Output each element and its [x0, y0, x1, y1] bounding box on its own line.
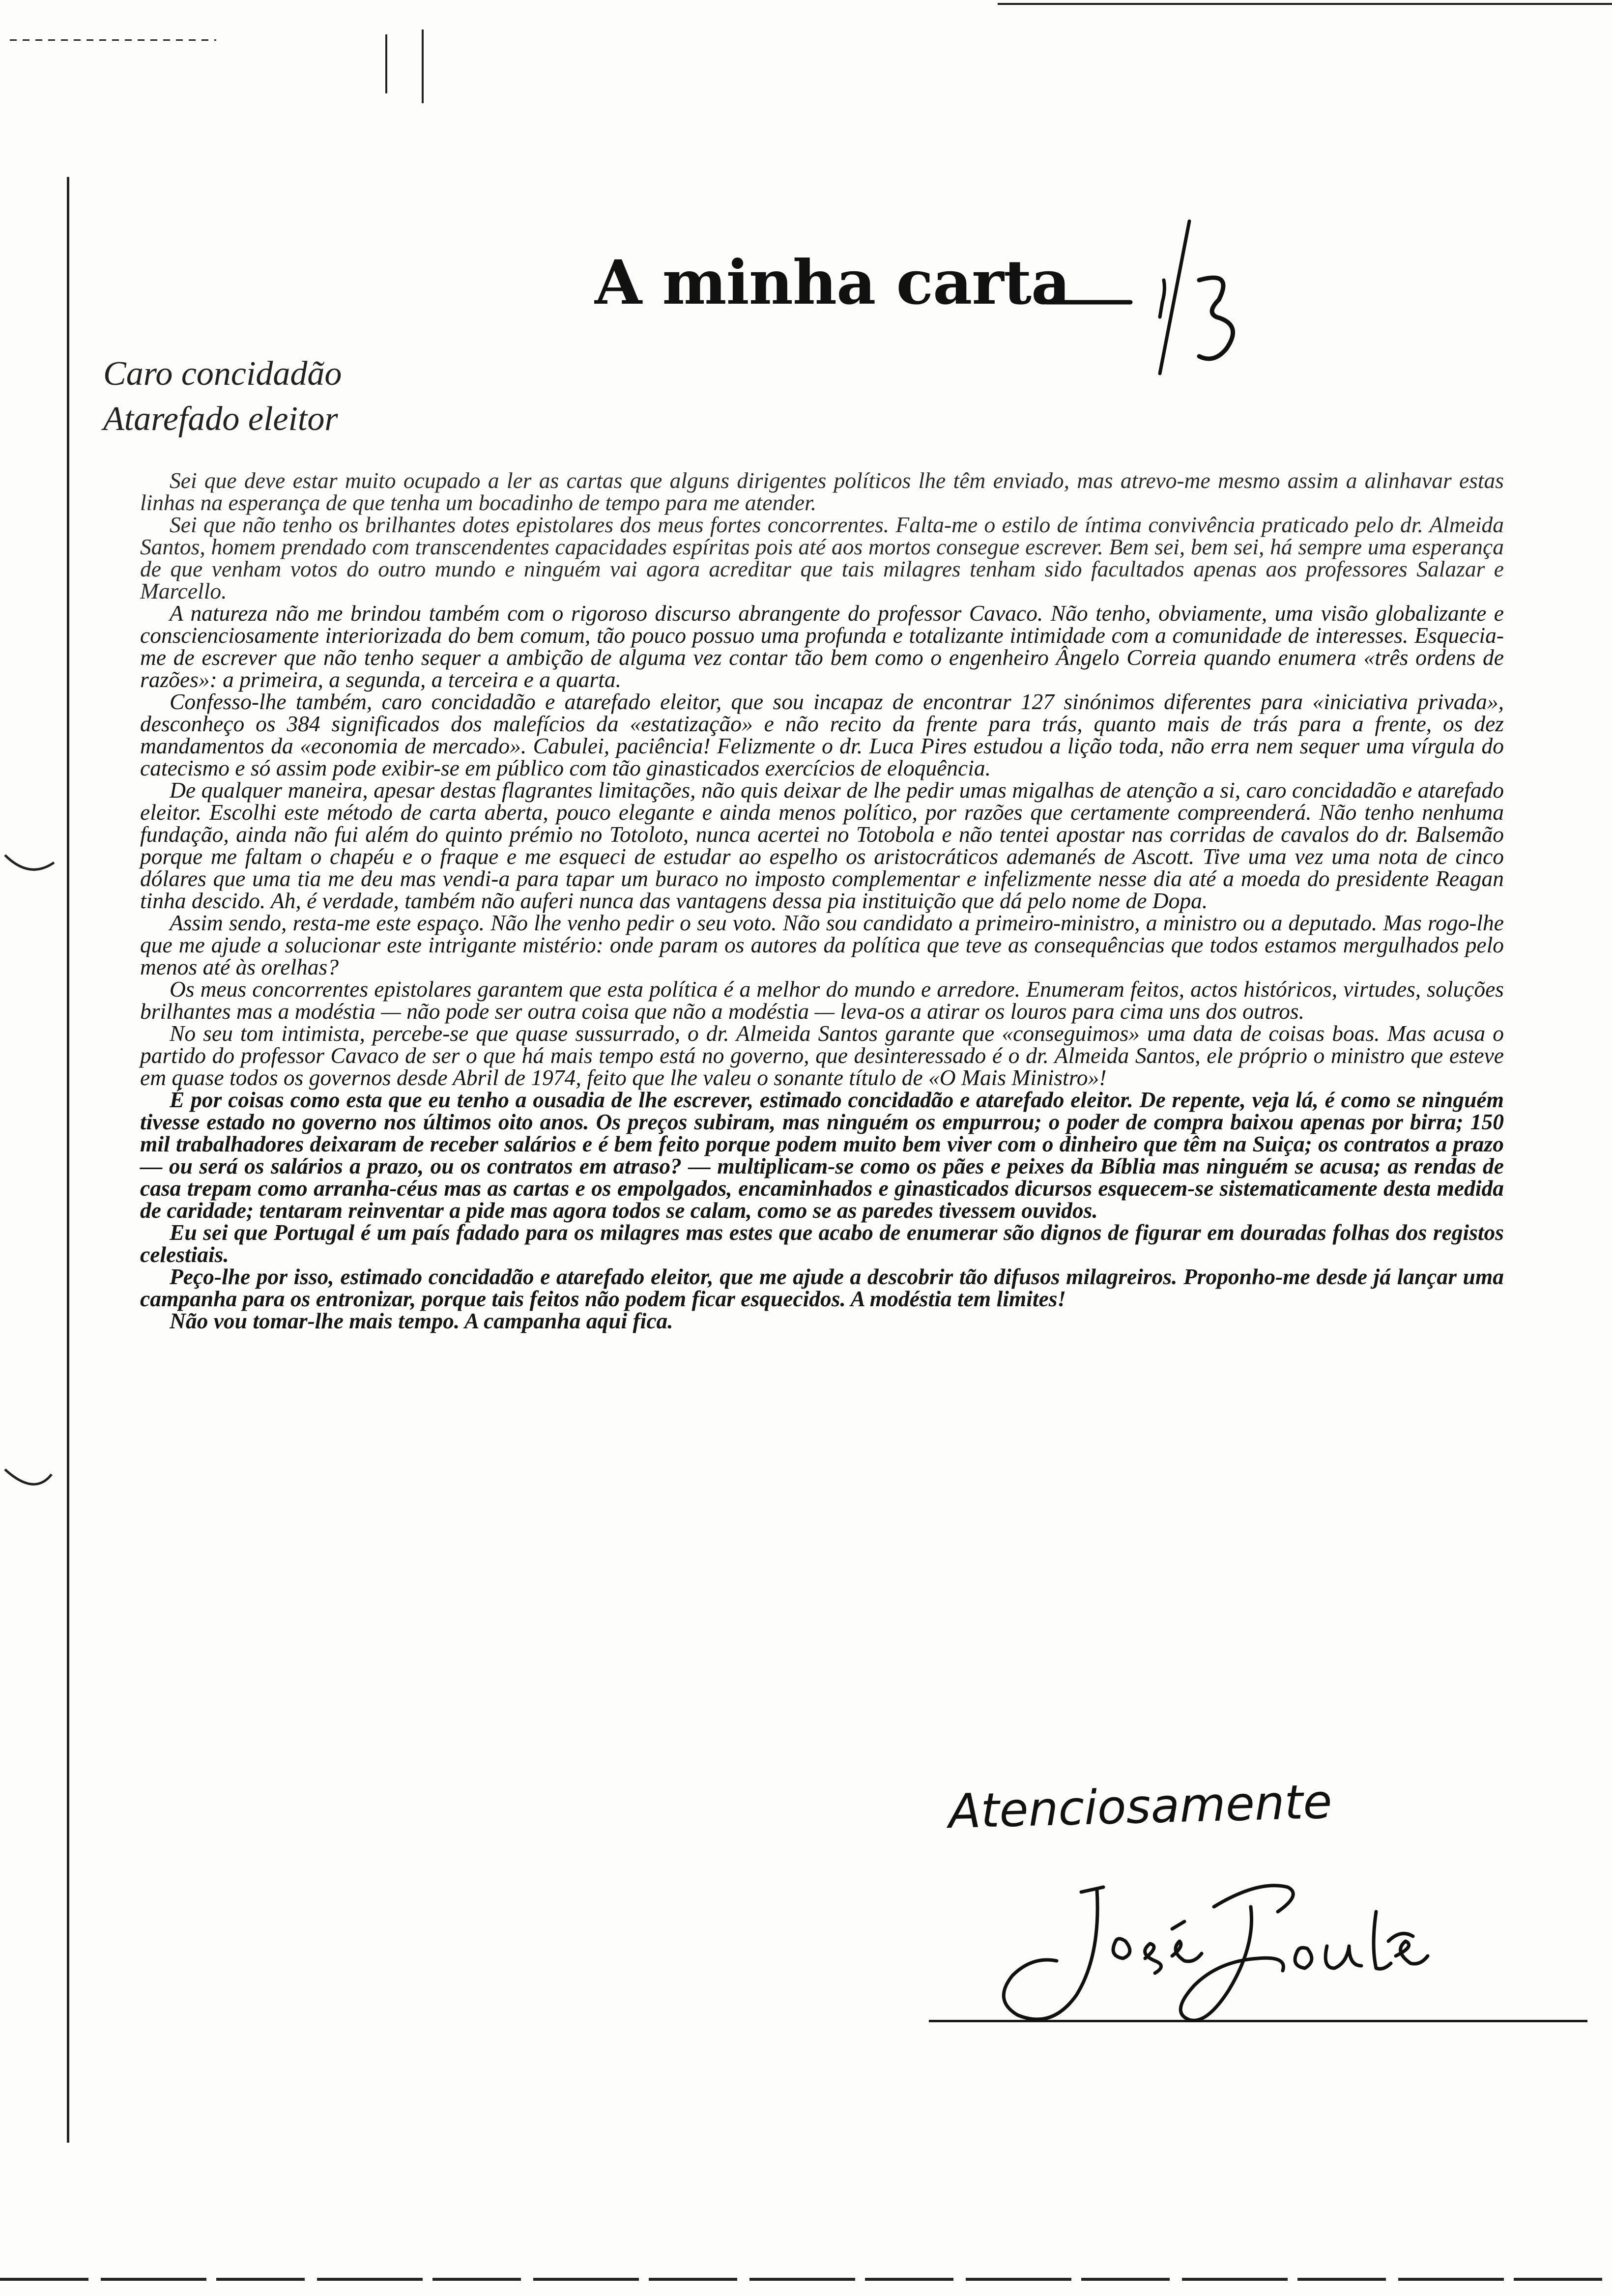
closing-handwritten: Atenciosamente	[948, 1774, 1333, 1839]
greeting	[103, 351, 342, 442]
paragraph: Não vou tomar-lhe mais tempo. A campanha aqui fica.	[170, 1308, 673, 1333]
handwritten-signature	[983, 1872, 1474, 2039]
greeting-line: Caro concidadão	[103, 355, 342, 393]
paragraph: A natureza não me brindou também com o rigoroso discurso abrangente do professor Cavaco. Não tenho, obviamente, uma visão globalizante e conscienciosamente interiorizada do bem comum, tão pouco possuo uma profunda e totalizante intimidade com a comunidade de interesses. Esquecia-me de escrever que não tenho sequer a ambição de alguma vez contar tão bem como o engenheiro Ângelo Correia quando enumera «três ordens de razões»: a primeira, a segunda, a terceira e a quarta.	[140, 601, 1504, 692]
letter-body	[140, 469, 1504, 1332]
paragraph: De qualquer maneira, apesar destas flagrantes limitações, não quis deixar de lhe pedir umas migalhas de atenção a si, caro concidadão e atarefado eleitor. Escolhi este método de carta aberta, pouco elegante e ainda menos político, por razões que certamente compreenderá. Não tenho nenhuma fundação, ainda não fui além do quinto prémio no Totoloto, nunca acertei no Totobola e não tentei apostar nas corridas de cavalos do dr. Balsemão porque me faltam o chapéu e o fraque e me esqueci de estudar ao espelho os aristocráticos ademanés de Ascott. Tive uma vez uma nota de cinco dólares que uma tia me deu mas vendi-a para tapar um buraco no imposto complementar e infelizmente nesse dia até a moeda do presidente Reagan tinha descido. Ah, é verdade, também não auferi nunca das vantagens dessa pia instituição que dá pelo nome de Dopa.	[140, 777, 1504, 913]
paragraph: No seu tom intimista, percebe-se que quase sussurrado, o dr. Almeida Santos garante que «conseguimos» uma data de coisas boas. Mas acusa o partido do professor Cavaco de ser o que há mais tempo está no governo, que desinteressado é o dr. Almeida Santos, ele próprio o ministro que esteve em quase todos os governos desde Abril de 1974, feito que lhe valeu o sonante título de «O Mais Ministro»!	[140, 1021, 1504, 1090]
paragraph: Peço-lhe por isso, estimado concidadão e atarefado eleitor, que me ajude a descobrir tão difusos milagreiros. Proponho-me desde já lançar uma campanha para os entronizar, porque tais feitos não podem ficar esquecidos. A modéstia tem limites!	[140, 1264, 1504, 1311]
paragraph: Os meus concorrentes epistolares garantem que esta política é a melhor do mundo e arredore. Enumeram feitos, actos históricos, virtudes, soluções brilhantes mas a modéstia — não pode ser outra coisa que não a modéstia — leva-os a atirar os louros para cima uns dos outros.	[140, 976, 1504, 1024]
paragraph: Confesso-lhe também, caro concidadão e atarefado eleitor, que sou incapaz de encontrar 127 sinónimos diferentes para «iniciativa privada», desconheço os 384 significados dos malefícios da «estatização» e não recito da frente para trás, quanto mais de trás para a frente, os dez mandamentos da «economia de mercado». Cabulei, paciência! Felizmente o dr. Luca Pires estudou a lição toda, não erra nem sequer uma vírgula do catecismo e só assim pode exibir-se em público com tão ginasticados exercícios de eloquência.	[140, 689, 1504, 780]
paragraph: Eu sei que Portugal é um país fadado para os milagres mas estes que acabo de enumerar são dignos de figurar em douradas folhas dos registos celestiais.	[140, 1220, 1504, 1267]
page-title: A minha carta	[595, 247, 1070, 319]
paragraph: É por coisas como esta que eu tenho a ousadia de lhe escrever, estimado concidadão e atarefado eleitor. De repente, veja lá, é como se ninguém tivesse estado no governo nos últimos oito anos. Os preços subiram, mas ninguém os empurrou; o poder de compra baixou apenas por birra; 150 mil trabalhadores deixaram de receber salários e é bem feito porque podem muito bem viver com o dinheiro que têm na Suiça; os contratos a prazo — ou será os salários a prazo, ou os contratos em atraso? — multiplicam-se como os pães e peixes da Bíblia mas ninguém se acusa; as rendas de casa trepam como arranha-céus mas as cartas e os empolgados, encaminhados e ginasticados dicursos esquecem-se sistematicamente desta medida de caridade; tentaram reinventar a pide mas agora todos se calam, como se as paredes tivessem ouvidos.	[140, 1087, 1504, 1223]
paragraph: Sei que não tenho os brilhantes dotes epistolares dos meus fortes concorrentes. Falta-me o estilo de íntima convivência praticado pelo dr. Almeida Santos, homem prendado com transcendentes capacidades espíritas pois até aos mortos consegue escrever. Bem sei, bem sei, há sempre uma esperança de que venham votos do outro mundo e ninguém vai agora acreditar que tais milagres tenham sido facultados apenas aos professores Salazar e Marcello.	[140, 512, 1504, 603]
handwritten-page-mark	[1037, 216, 1263, 393]
scan-artifact-tick	[422, 29, 424, 103]
binding-marks	[0, 835, 69, 1523]
paragraph: Assim sendo, resta-me este espaço. Não lhe venho pedir o seu voto. Não sou candidato a primeiro-ministro, a ministro ou a deputado. Mas rogo-lhe que me ajude a solucionar este intrigante mistério: onde param os autores da política que teve as consequências que todos estamos mergulhados pelo menos até às orelhas?	[140, 910, 1504, 979]
top-border-rule	[998, 3, 1612, 5]
greeting-line: Atarefado eleitor	[103, 400, 338, 438]
scan-artifact-dashes	[10, 39, 216, 41]
paragraph: Sei que deve estar muito ocupado a ler as cartas que alguns dirigentes políticos lhe têm enviado, mas atrevo-me mesmo assim a alinhavar estas linhas na esperança de que tenha um bocadinho de tempo para me atender.	[140, 468, 1504, 515]
bottom-scan-edge	[0, 2278, 1612, 2281]
scan-artifact-tick	[385, 34, 387, 93]
